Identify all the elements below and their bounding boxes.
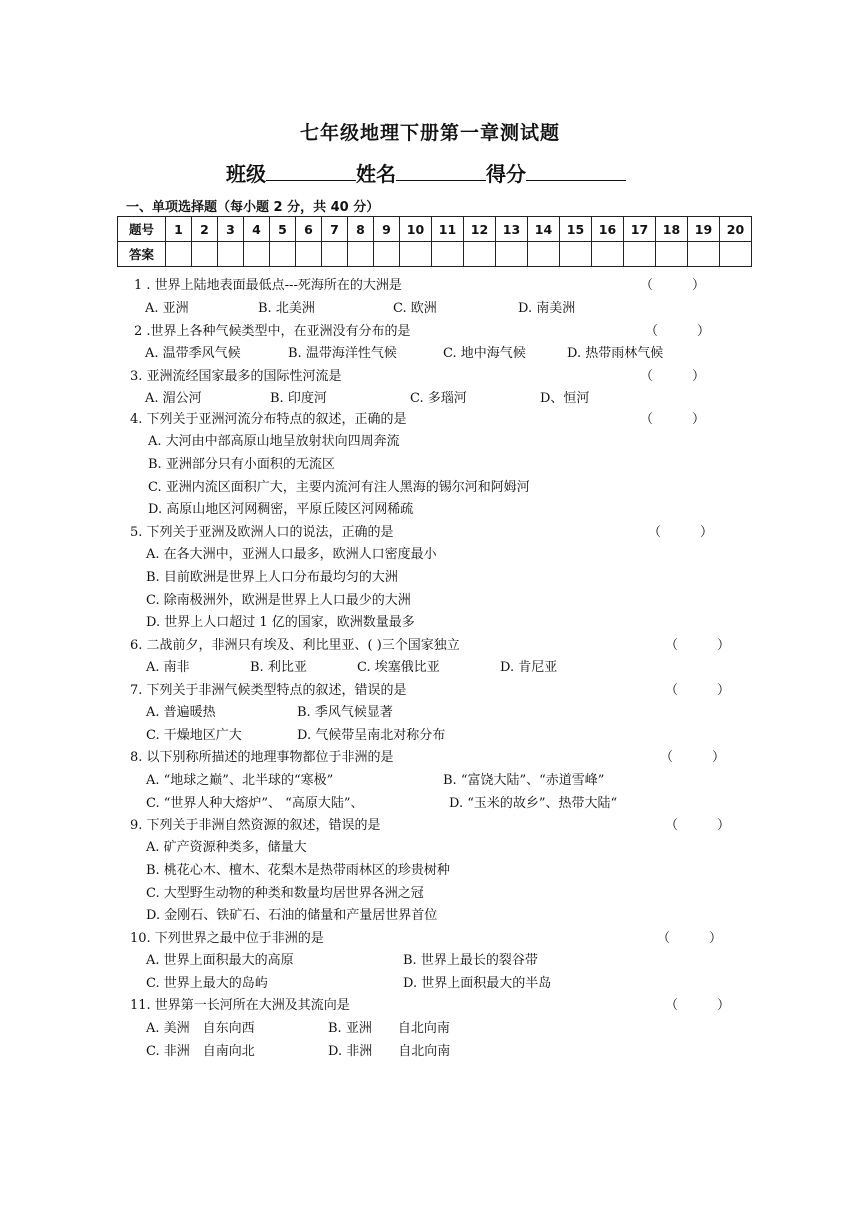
question-7-answer-blank[interactable]: （ ）	[665, 683, 731, 698]
row-header-number: 题号	[118, 217, 166, 242]
question-5-answer-blank[interactable]: （ ）	[648, 525, 714, 540]
score-blank[interactable]	[526, 160, 626, 181]
question-2-option-c: C. 地中海气候	[443, 346, 526, 361]
question-6-option-c: C. 埃塞俄比亚	[357, 660, 440, 675]
answer-cell[interactable]	[166, 242, 192, 267]
question-9-answer-blank[interactable]: （ ）	[665, 818, 731, 833]
question-8-option-c: C. “世界人种大熔炉”、 “高原大陆”、	[146, 796, 364, 811]
answer-cell[interactable]	[592, 242, 624, 267]
class-blank[interactable]	[266, 160, 356, 181]
question-11-stem: 11. 世界第一长河所在大洲及其流向是	[130, 998, 350, 1013]
question-1-option-a: A. 亚洲	[145, 301, 189, 316]
number-cell: 11	[432, 217, 464, 242]
question-10-stem: 10. 下列世界之最中位于非洲的是	[130, 931, 324, 946]
answer-cell[interactable]	[244, 242, 270, 267]
question-4-option-c: C. 亚洲内流区面积广大，主要内流河有注人黑海的锡尔河和阿姆河	[148, 480, 530, 495]
number-cell: 18	[656, 217, 688, 242]
answer-cell[interactable]	[528, 242, 560, 267]
number-cell: 3	[218, 217, 244, 242]
number-cell: 13	[496, 217, 528, 242]
question-1-stem: 1 . 世界上陆地表面最低点---死海所在的大洲是	[134, 278, 402, 293]
answer-cell[interactable]	[464, 242, 496, 267]
question-3-option-b: B. 印度河	[270, 391, 327, 406]
number-cell: 6	[296, 217, 322, 242]
question-8-option-b: B. “富饶大陆”、“赤道雪峰”	[443, 773, 605, 788]
question-2-option-b: B. 温带海洋性气候	[288, 346, 397, 361]
question-4-stem: 4. 下列关于亚洲河流分布特点的叙述，正确的是	[130, 412, 407, 427]
number-row	[118, 217, 752, 242]
question-3-option-c: C. 多瑙河	[410, 391, 467, 406]
answer-cell[interactable]	[322, 242, 348, 267]
question-5-stem: 5. 下列关于亚洲及欧洲人口的说法，正确的是	[130, 525, 394, 540]
question-7-option-a: A. 普遍暖热	[146, 705, 216, 720]
question-3-answer-blank[interactable]: （ ）	[640, 369, 706, 384]
question-8-option-d: D. “玉米的故乡”、热带大陆“	[449, 796, 618, 811]
answer-cell[interactable]	[496, 242, 528, 267]
number-cell: 8	[348, 217, 374, 242]
answer-row	[118, 242, 752, 267]
answer-cell[interactable]	[270, 242, 296, 267]
question-7-option-c: C. 干燥地区广大	[146, 728, 242, 743]
question-10-option-c: C. 世界上最大的岛屿	[146, 976, 268, 991]
question-10-answer-blank[interactable]: （ ）	[657, 931, 723, 946]
question-6-option-d: D. 肯尼亚	[500, 660, 558, 675]
number-cell: 14	[528, 217, 560, 242]
question-2-option-d: D. 热带雨林气候	[567, 346, 664, 361]
answer-cell[interactable]	[624, 242, 656, 267]
number-cell: 9	[374, 217, 400, 242]
answer-cell[interactable]	[296, 242, 322, 267]
question-11-option-c: C. 非洲 自南向北	[146, 1044, 255, 1059]
page-title: 七年级地理下册第一章测试题	[299, 122, 560, 144]
name-label: 姓名	[356, 162, 396, 186]
question-7-option-d: D. 气候带呈南北对称分布	[297, 728, 446, 743]
question-5-option-d: D. 世界上人口超过 1 亿的国家，欧洲数量最多	[146, 615, 415, 630]
question-10-option-d: D. 世界上面积最大的半岛	[403, 976, 552, 991]
question-9-stem: 9. 下列关于非洲自然资源的叙述，错误的是	[130, 818, 381, 833]
number-cell: 12	[464, 217, 496, 242]
question-2-option-a: A. 温带季风气候	[145, 346, 241, 361]
question-11-option-b: B. 亚洲 自北向南	[328, 1021, 450, 1036]
answer-cell[interactable]	[218, 242, 244, 267]
number-cell: 17	[624, 217, 656, 242]
question-6-option-b: B. 利比亚	[250, 660, 307, 675]
question-4-answer-blank[interactable]: （ ）	[640, 412, 706, 427]
question-2-stem: 2 .世界上各种气候类型中，在亚洲没有分布的是	[134, 324, 411, 339]
answer-cell[interactable]	[192, 242, 218, 267]
question-4-option-d: D. 高原山地区河网稠密，平原丘陵区河网稀疏	[148, 502, 414, 517]
question-11-option-d: D. 非洲 自北向南	[328, 1044, 451, 1059]
answer-cell[interactable]	[560, 242, 592, 267]
number-cell: 20	[720, 217, 752, 242]
question-3-stem: 3. 亚洲流经国家最多的国际性河流是	[130, 369, 342, 384]
number-cell: 15	[560, 217, 592, 242]
number-cell: 16	[592, 217, 624, 242]
question-11-answer-blank[interactable]: （ ）	[665, 998, 731, 1013]
row-header-answer: 答案	[118, 242, 166, 267]
name-blank[interactable]	[396, 160, 486, 181]
question-9-option-d: D. 金刚石、铁矿石、石油的储量和产量居世界首位	[146, 908, 438, 923]
question-5-option-c: C. 除南极洲外，欧洲是世界上人口最少的大洲	[146, 593, 411, 608]
question-1-option-b: B. 北美洲	[258, 301, 315, 316]
answer-cell[interactable]	[688, 242, 720, 267]
question-1-answer-blank[interactable]: （ ）	[640, 278, 706, 293]
question-4-option-a: A. 大河由中部高原山地呈放射状向四周奔流	[148, 434, 400, 449]
question-6-option-a: A. 南非	[146, 660, 190, 675]
number-cell: 10	[400, 217, 432, 242]
answer-cell[interactable]	[432, 242, 464, 267]
question-8-stem: 8. 以下别称所描述的地理事物都位于非洲的是	[130, 750, 394, 765]
score-label: 得分	[486, 162, 526, 186]
student-info-line	[226, 158, 626, 187]
number-cell: 2	[192, 217, 218, 242]
answer-cell[interactable]	[374, 242, 400, 267]
answer-table	[117, 216, 752, 267]
question-7-option-b: B. 季风气候显著	[297, 705, 393, 720]
question-8-answer-blank[interactable]: （ ）	[660, 750, 726, 765]
number-cell: 5	[270, 217, 296, 242]
number-cell: 7	[322, 217, 348, 242]
question-1-option-c: C. 欧洲	[393, 301, 437, 316]
answer-cell[interactable]	[348, 242, 374, 267]
number-cell: 19	[688, 217, 720, 242]
question-3-option-a: A. 湄公河	[145, 391, 202, 406]
question-9-option-a: A. 矿产资源种类多，储量大	[146, 840, 307, 855]
question-4-option-b: B. 亚洲部分只有小面积的无流区	[148, 457, 335, 472]
question-1-option-d: D. 南美洲	[518, 301, 576, 316]
question-5-option-a: A. 在各大洲中，亚洲人口最多，欧洲人口密度最小	[146, 547, 437, 562]
class-label: 班级	[226, 162, 266, 186]
question-9-option-c: C. 大型野生动物的种类和数量均居世界各洲之冠	[146, 886, 424, 901]
question-3-option-d: D、恒河	[540, 391, 590, 406]
question-6-stem: 6. 二战前夕，非洲只有埃及、利比里亚、( )三个国家独立	[130, 638, 460, 653]
section-heading: 一、单项选择题（每小题 2 分，共 40 分）	[126, 200, 380, 215]
question-7-stem: 7. 下列关于非洲气候类型特点的叙述，错误的是	[130, 683, 407, 698]
number-cell: 4	[244, 217, 270, 242]
question-9-option-b: B. 桃花心木、檀木、花梨木是热带雨林区的珍贵树种	[146, 863, 450, 878]
question-8-option-a: A. “地球之巅”、北半球的“寒极”	[146, 773, 334, 788]
question-10-option-a: A. 世界上面积最大的高原	[146, 953, 294, 968]
question-10-option-b: B. 世界上最长的裂谷带	[403, 953, 538, 968]
answer-cell[interactable]	[656, 242, 688, 267]
question-6-answer-blank[interactable]: （ ）	[665, 638, 731, 653]
question-11-option-a: A. 美洲 自东向西	[146, 1021, 255, 1036]
answer-cell[interactable]	[400, 242, 432, 267]
answer-cell[interactable]	[720, 242, 752, 267]
question-2-answer-blank[interactable]: （ ）	[645, 324, 711, 339]
number-cell: 1	[166, 217, 192, 242]
question-5-option-b: B. 目前欧洲是世界上人口分布最均匀的大洲	[146, 570, 398, 585]
